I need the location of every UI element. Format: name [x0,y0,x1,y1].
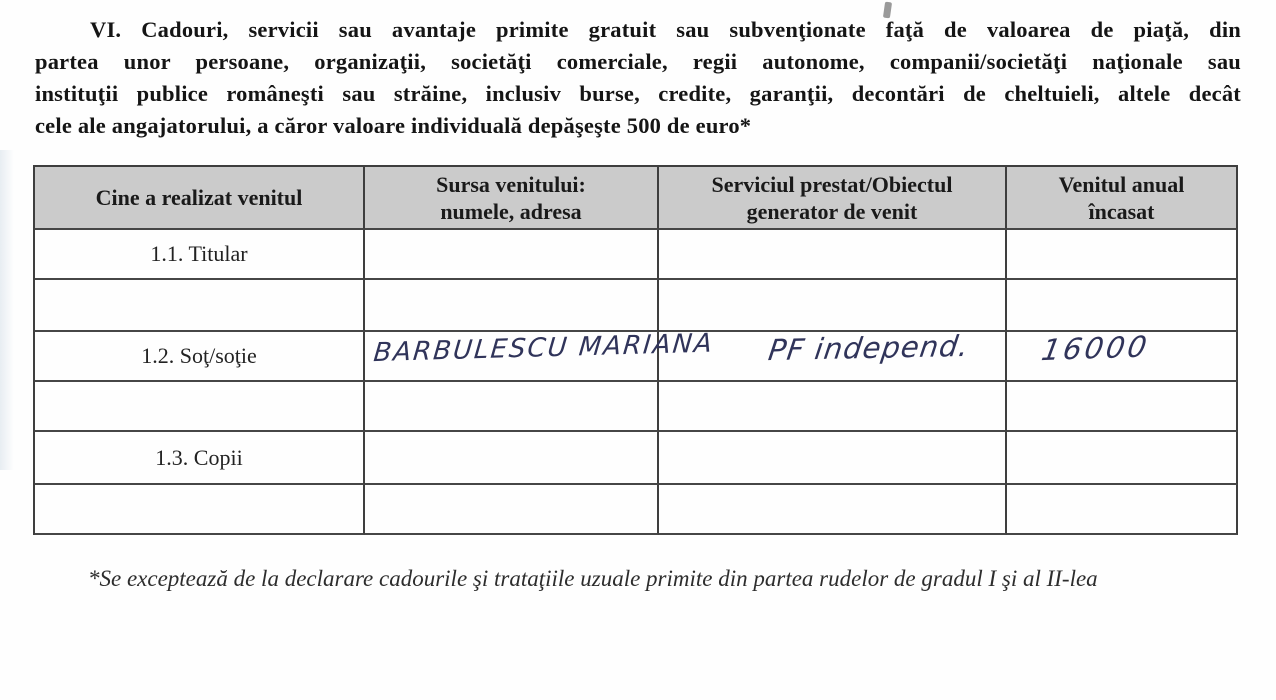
header-line: Cine a realizat venitul [95,185,303,210]
cell-spouse-income [1007,329,1238,382]
handwritten-income-amount: 16000 [1038,329,1153,368]
header-line: Serviciul prestat/Obiectul [711,171,953,197]
row-label-text: 1.2. Soţ/soţie [141,343,257,368]
column-header-income-source [365,167,659,230]
cell-empty [659,280,1007,332]
cell-empty [365,382,659,432]
gifts-income-table [33,165,1238,535]
header-line: numele, adresa [440,198,582,224]
cell-empty [35,382,365,432]
paragraph-line-4: cele ale angajatorului, a căror valoare individuală depăşeşte 500 de euro* [35,113,752,138]
header-line: generator de venit [746,198,918,224]
paragraph-line-1: VI. Cadouri, servicii sau avantaje primite gratuit sau subvenţionate faţă de valoarea de piaţă, din [90,17,1241,42]
section-vi-paragraph [35,14,1241,142]
cell-empty [1007,280,1238,332]
handwritten-service: PF independ. [766,328,972,368]
cell-empty [35,485,365,535]
row-label-spouse [35,332,365,382]
column-header-service [659,167,1007,230]
cell-spouse-service [659,328,1007,382]
row-label-text: 1.1. Titular [150,241,248,266]
column-header-annual-income [1007,167,1238,230]
cell-spouse-source [365,328,716,382]
cell-titular-service [659,230,1007,280]
cell-empty [659,382,1007,432]
header-line: Venitul anual [1058,171,1185,197]
row-label-children [35,432,365,485]
cell-children-source [365,432,659,485]
cell-empty [365,280,659,332]
paragraph-line-3: instituţii publice româneşti sau străine, inclusiv burse, credite, garanţii, decontări de cheltuieli, altele decât [35,81,1241,106]
exception-footnote: *Se exceptează de la declarare cadourile şi trataţiile uzuale primite din partea rudelor de gradul I şi al II-lea [88,566,1098,591]
header-line: Sursa venitului: [436,171,586,197]
cell-empty [35,280,365,332]
cell-empty [365,485,659,535]
cell-empty [659,485,1007,535]
cell-children-income [1007,432,1238,485]
cell-children-service [659,432,1007,485]
cell-empty [1007,485,1238,535]
column-header-beneficiary [35,167,365,230]
cell-empty [1007,382,1238,432]
cell-titular-income [1007,230,1238,280]
row-label-titular [35,230,365,280]
header-line: încasat [1088,198,1155,224]
handwritten-source-name: BARBULESCU MARIANA [372,328,716,369]
cell-titular-source [365,230,659,280]
paragraph-line-2: partea unor persoane, organizaţii, societăţi comerciale, regii autonome, companii/societăţi naţionale sau [35,49,1241,74]
row-label-text: 1.3. Copii [155,444,243,470]
scan-edge-shadow [0,150,14,470]
